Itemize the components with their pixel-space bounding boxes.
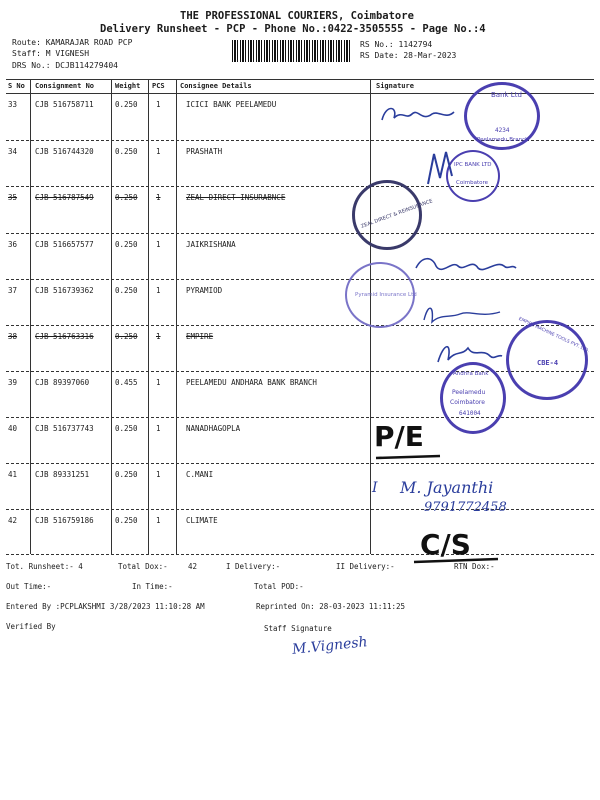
row-pcs: 1: [156, 332, 161, 341]
row-weight: 0.250: [115, 193, 138, 202]
row-consignment: CJB 516759186: [35, 516, 94, 525]
company-title: THE PROFESSIONAL COURIERS, Coimbatore: [180, 10, 414, 22]
row-consignee: PRASHATH: [186, 147, 223, 156]
total-dox-label: Total Dox:-: [118, 562, 168, 571]
staff-signature-label: Staff Signature: [264, 624, 332, 633]
empire-stamp-text: EMPIRE MACHINE TOOLS PVT. LTD.: [517, 316, 591, 355]
row-weight: 0.250: [115, 470, 138, 479]
col-signature: Signature: [376, 82, 414, 90]
row-consignment: CJB 89331251: [35, 470, 90, 479]
row-weight: 0.250: [115, 424, 138, 433]
row-sno: 36: [8, 240, 18, 249]
row-pcs: 1: [156, 470, 161, 479]
row-weight: 0.250: [115, 100, 138, 109]
out-time: Out Time:-: [6, 582, 52, 591]
bank-stamp-branch: Peelamedu Branch: [477, 137, 529, 143]
staff-label: Staff: M VIGNESH: [12, 49, 90, 58]
row-pcs: 1: [156, 240, 161, 249]
row-consignee: CLIMATE: [186, 516, 218, 525]
andhra-stamp-city: Coimbatore: [450, 399, 485, 406]
row-weight: 0.250: [115, 286, 138, 295]
row-consignee: ZEAL DIRECT INSURABNCE: [186, 193, 286, 202]
rs-number: RS No.: 1142794: [360, 40, 433, 49]
verified-by: Verified By: [6, 622, 56, 631]
row-consignment: CJB 516787549: [35, 193, 94, 202]
col-consignment: Consignment No: [35, 82, 95, 90]
row-consignee: NANADHAGOPLA: [186, 424, 241, 433]
row-weight: 0.455: [115, 378, 138, 387]
runsheet-subtitle: Delivery Runsheet - PCP - Phone No.:0422-3505555 - Page No.:4: [100, 23, 486, 35]
zeal-stamp: [352, 180, 434, 250]
ii-delivery: II Delivery:-: [336, 562, 395, 571]
row-pcs: 1: [156, 424, 161, 433]
signature-row-36: [412, 250, 522, 280]
i-delivery: I Delivery:-: [226, 562, 281, 571]
andhra-stamp-text: Andhra Bank: [453, 371, 489, 377]
signature-row-34: [420, 148, 460, 188]
row-sno: 38: [8, 332, 18, 341]
zeal-stamp-text: ZEAL DIRECT & REINSURANCE: [360, 198, 434, 230]
row-weight: 0.250: [115, 332, 138, 341]
row-weight: 0.250: [115, 516, 138, 525]
row42-handwritten-mark: C/S: [420, 528, 471, 561]
row-consignee: PYRAMIOD: [186, 286, 223, 295]
row-pcs: 1: [156, 286, 161, 295]
row-consignment: CJB 516657577: [35, 240, 94, 249]
row-pcs: 1: [156, 378, 161, 387]
row-weight: 0.250: [115, 147, 138, 156]
row-pcs: 1: [156, 100, 161, 109]
drs-number: DRS No.: DCJB114279404: [12, 61, 118, 70]
row-sno: 33: [8, 100, 18, 109]
row-sno: 34: [8, 147, 18, 156]
row-sno: 37: [8, 286, 18, 295]
andhra-stamp-pin: 641004: [459, 410, 481, 417]
row-consignment: CJB 516739362: [35, 286, 94, 295]
bank-stamp-code: 4234: [495, 127, 510, 134]
bank-stamp: [464, 82, 540, 150]
row-consignment: CJB 516763316: [35, 332, 94, 341]
andhra-bank-stamp: [440, 362, 506, 434]
row-sno: 40: [8, 424, 18, 433]
row41-handwritten-prefix: I: [372, 480, 378, 496]
signature-row-33: [376, 100, 466, 130]
row-sno: 35: [8, 193, 18, 202]
row-consignment: CJB 89397060: [35, 378, 90, 387]
col-sno: S No: [8, 82, 25, 90]
empire-stamp: [506, 316, 591, 400]
reprinted-on: Reprinted On: 28-03-2023 11:11:25: [256, 602, 406, 611]
col-consignee: Consignee Details: [180, 82, 252, 90]
row-sno: 42: [8, 516, 18, 525]
row41-handwritten-name: M. Jayanthi: [400, 478, 494, 497]
row-consignee: EMPIRE: [186, 332, 214, 341]
col-pcs: PCS: [152, 82, 165, 90]
row-consignment: CJB 516744320: [35, 147, 94, 156]
ipc-stamp-city: Coimbatore: [456, 180, 488, 186]
row-pcs: 1: [156, 193, 161, 202]
signature-row-37: [420, 300, 510, 330]
andhra-stamp-branch: Peelamedu: [452, 389, 486, 396]
total-dox-value: 42: [188, 562, 198, 571]
row-consignee: C.MANI: [186, 470, 214, 479]
rs-date: RS Date: 28-Mar-2023: [360, 51, 457, 60]
row-consignment: CJB 516737743: [35, 424, 94, 433]
rtn-dox: RTN Dox:-: [454, 562, 495, 571]
in-time: In Time:-: [132, 582, 173, 591]
signature-row-38: [434, 336, 504, 368]
row-sno: 41: [8, 470, 18, 479]
entered-by: Entered By :PCPLAKSHMI 3/28/2023 11:10:28 AM: [6, 602, 205, 611]
row-sno: 39: [8, 378, 18, 387]
tot-runsheet: Tot. Runsheet:- 4: [6, 562, 83, 571]
empire-stamp-code: CBE-4: [537, 359, 559, 367]
row-consignee: PEELAMEDU ANDHARA BANK BRANCH: [186, 378, 317, 387]
pyramid-stamp-text: Pyramid Insurance Ltd: [355, 292, 417, 298]
row-consignment: CJB 516758711: [35, 100, 94, 109]
route-label: Route: KAMARAJAR ROAD PCP: [12, 38, 133, 47]
row-pcs: 1: [156, 147, 161, 156]
row-pcs: 1: [156, 516, 161, 525]
staff-signature: M.Vignesh: [291, 634, 369, 658]
row-weight: 0.250: [115, 240, 138, 249]
bank-stamp-text: Bank Ltd: [491, 91, 522, 99]
pyramid-stamp: [345, 262, 415, 328]
barcode: [232, 40, 352, 62]
row40-handwritten-mark: P/E: [374, 420, 424, 453]
row-consignee: ICICI BANK PEELAMEDU: [186, 100, 277, 109]
row-consignee: JAIKRISHANA: [186, 240, 236, 249]
ipc-stamp-text: IPC BANK LTD: [454, 162, 492, 168]
col-weight: Weight: [115, 82, 141, 90]
row41-handwritten-phone: 9791772458: [424, 500, 507, 515]
row40-underline: [374, 452, 444, 462]
total-pod: Total POD:-: [254, 582, 304, 591]
